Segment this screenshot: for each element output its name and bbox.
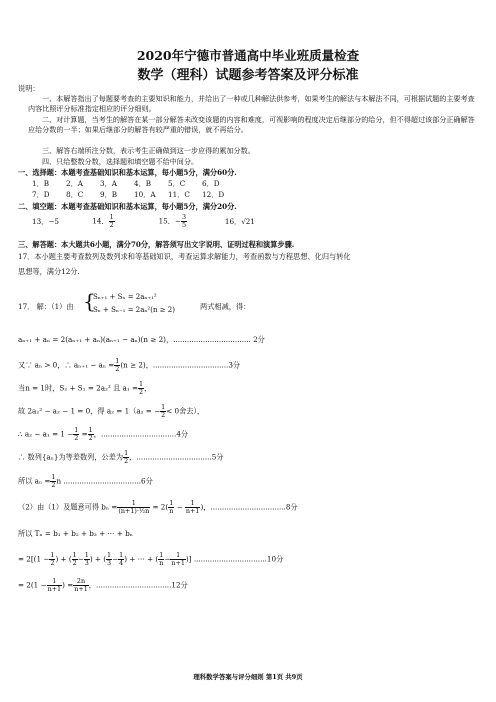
page-footer: 理科数学答案与评分细则 第1页 共9页 (193, 673, 303, 681)
solution-line-1-post: 两式相减，得： (200, 302, 251, 311)
choice-answer: 10．A (134, 190, 156, 199)
solution-line-9: （2）由（1）及题意可得 bₙ = $\frac{1}{\text{(n+1)·½n}}$ = 2( $\frac{1}{n}$ − $\frac{1}{n+1}$ )，.................................8分 (18, 499, 298, 515)
choice-answer: 7．D (32, 190, 50, 199)
fill-answers (32, 214, 255, 234)
choice-answer: 8．C (66, 190, 84, 199)
note-2: 二、对计算题，当考生的解答在某一部分解答未改变该题的内容和难度，可视影响的程度决定后继部分的给分，但不得超过该部分正确解答应给分数的一半；如果后继部分的解答有较严重的错误，就不再给分。 (28, 115, 475, 135)
solution-line-10: 所以 Tₙ = b₁ + b₂ + b₃ + ⋯ + bₙ (18, 529, 133, 538)
equation-system-b: Sₙ + Sₙ₋₁ = 2aₙ²(n ≥ 2) (93, 306, 175, 314)
page-title: 2020年宁德市普通高中毕业班质量检查 (136, 48, 360, 63)
brace-symbol: { (83, 289, 96, 313)
note-1: 一、本解答指出了每题要考查的主要知识和能力，并给出了一种或几种解法供参考，如果考生的解法与本解法不同，可根据试题的主要考查内容比照评分标准指定相应的评分细则。 (28, 94, 475, 114)
solution-line-8: 所以 aₙ = $\frac{1}{2}$ n ..................................6分 (18, 473, 153, 489)
q17-intro-line-2: 思想等，满分12分. (18, 267, 80, 276)
solution-line-12: = 2(1 − $\frac{1}{n+1}$ ) = $\frac{2n}{n+1}$ ，.................................12分 (18, 577, 188, 593)
choice-answers-row-1 (32, 179, 236, 189)
fill-answer-16: 16．√21 (224, 216, 255, 226)
equation-system-a: Sₙ₊₁ + Sₙ = 2aₙ₊₁² (93, 293, 157, 301)
solution-line-2: aₙ₊₁ + aₙ = 2(aₙ₊₁ + aₙ)(aₙ₊₁ − aₙ)(n ≥ 2)，.................................. 2分 (18, 335, 265, 344)
note-4: 四、只给整数分数，选择题和填空题不给中间分。 (42, 157, 199, 166)
choice-answer: 4．B (134, 179, 152, 188)
section-choice-heading: 一、选择题：本题考查基础知识和基本运算，每小题5分，满分60分. (18, 168, 237, 177)
solution-line-5: 故 2a₂² − a₂ − 1 = 0，得 a₂ = 1（a₂ = − $\frac{1}{2}$ < 0舍去）， (18, 403, 205, 419)
choice-answer: 12．D (202, 190, 225, 199)
choice-answer: 3．A (100, 179, 117, 188)
choice-answer: 1．B (32, 179, 50, 188)
choice-answer: 6．D (202, 179, 220, 188)
choice-answers-row-2 (32, 190, 236, 200)
solution-line-11: = 2[(1 − $\frac{1}{2}$ ) + ( $\frac{1}{2}$ − $\frac{1}{3}$ ) + ( $\frac{1}{3}$ − $\frac{1}{4}$ ) + ⋯ + ( $\frac{1}{n}$ − $\frac{1}{n+1}$ )] ................................10分 (18, 551, 284, 567)
choice-answer: 11．C (168, 190, 190, 199)
choice-answer: 9．B (100, 190, 118, 199)
solution-line-6: ∴ a₂ − a₁ = 1 − $\frac{1}{2}$ = $\frac{1}{2}$ ，.................................4分 (18, 426, 189, 442)
solution-line-1: 17． 解：（1）由 (18, 302, 74, 311)
solution-line-3: 又∵ aₙ > 0，∴ aₙ₊₁ − aₙ = $\frac{1}{2}$ (n ≥ 2)，.................................3分 (18, 357, 241, 373)
solution-line-7: ∴ 数列{aₙ}为等差数列，公差为 $\frac{1}{2}$ ，.................................5分 (18, 449, 224, 465)
notes-header: 说明： (18, 84, 40, 93)
fill-answer-15: 15．− $\frac{3}{5}$ (158, 213, 187, 229)
fill-answer-14: 14． $\frac{1}{2}$ (92, 213, 114, 229)
section-fill-heading: 二、填空题：本题考查基础知识和基本运算，每小题5分，满分20分. (18, 202, 237, 211)
fill-answer-13: 13．−5 (32, 216, 59, 226)
section-solution-heading: 三、解答题：本大题共6小题，满分70分，解答须写出文字说明、证明过程和演算步骤. (18, 240, 295, 249)
solution-line-4: 当n = 1时，S₂ + S₁ = 2a₂² 且 a₁ = $\frac{1}{2}$ ， (18, 380, 152, 396)
page-subtitle: 数学（理科）试题参考答案及评分标准 (137, 68, 359, 83)
choice-answer: 5．C (168, 179, 186, 188)
choice-answer: 2．A (66, 179, 83, 188)
q17-intro-line-1: 17．本小题主要考查数列及数列求和等基础知识，考查运算求解能力，考查函数与方程思想、化归与转化 (18, 252, 351, 261)
note-3: 三、解答右端所注分数，表示考生正确做到这一步应得的累加分数。 (42, 146, 255, 155)
